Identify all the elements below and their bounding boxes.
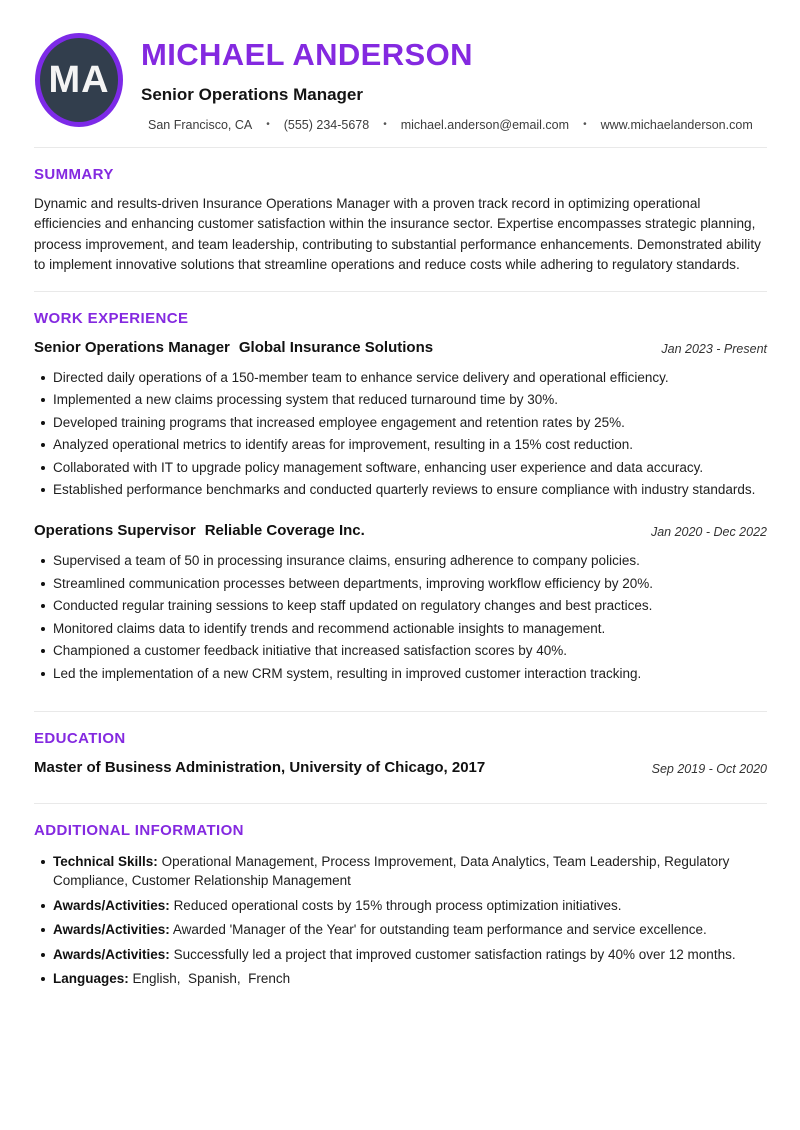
additional-item-label: Technical Skills: [53,853,158,869]
section-work-experience [0,310,800,684]
additional-item [41,969,767,989]
additional-item-label: Awards/Activities: [53,897,170,913]
section-additional-information [0,822,800,989]
additional-item-text: Operational Management, Process Improvement, Data Analytics, Team Leadership, Regulatory Compliance, Customer Relationship Management [53,853,734,889]
job-bullet: Supervised a team of 50 in processing insurance claims, ensuring adherence to company policies. [41,551,767,571]
avatar-initials: MA [48,58,110,101]
job-bullet: Developed training programs that increased employee engagement and retention rates by 25%. [41,413,767,433]
job-title-line [34,522,365,540]
job-bullet: Conducted regular training sessions to keep staff updated on regulatory changes and best practices. [41,596,767,616]
job-company: Reliable Coverage Inc. [204,522,365,540]
divider-work [34,711,767,712]
contact-separator: • [583,119,587,131]
avatar [35,33,123,127]
job-bullet: Streamlined communication processes between departments, improving workflow efficiency by 20%. [41,574,767,594]
job-bullet-list [34,368,767,501]
job-bullet-list [34,551,767,684]
job-entry [34,339,767,501]
job-bullet: Established performance benchmarks and conducted quarterly reviews to ensure compliance with industry standards. [41,480,767,500]
job-dates: Jan 2023 - Present [661,341,767,356]
additional-item [41,920,767,940]
contact-email: michael.anderson@email.com [400,117,570,132]
job-company: Global Insurance Solutions [238,338,434,356]
additional-item-text: Reduced operational costs by 15% through process optimization initiatives. [173,897,622,913]
additional-item-text: Awarded 'Manager of the Year' for outstanding team performance and service excellence. [172,922,707,938]
resume-header [0,0,800,132]
job-title: Senior Operations Manager [34,338,230,356]
job-bullet: Monitored claims data to identify trends and recommend actionable insights to management. [41,619,767,639]
additional-item [41,852,767,891]
education-degree: Master of Business Administration, University of Chicago, 2017 [34,758,486,776]
job-title: Operations Supervisor [34,522,196,540]
job-entry [34,522,767,684]
job-bullet: Collaborated with IT to upgrade policy management software, enhancing user experience and data accuracy. [41,458,767,478]
contact-website: www.michaelanderson.com [600,117,753,132]
divider-header [34,147,767,148]
divider-education [34,803,767,804]
section-education [0,730,800,776]
job-bullet: Analyzed operational metrics to identify areas for improvement, resulting in a 15% cost reduction. [41,435,767,455]
job-header [34,339,767,357]
contact-separator: • [266,119,270,131]
job-dates: Jan 2020 - Dec 2022 [650,525,767,540]
contact-location: San Francisco, CA [148,117,253,132]
education-heading: EDUCATION [34,729,126,747]
additional-item-label: Awards/Activities: [53,946,170,962]
additional-item-label: Languages: [53,971,129,987]
summary-text: Dynamic and results-driven Insurance Operations Manager with a proven track record in optimizing operational efficiencies and enhancing customer satisfaction within the insurance sector. Expertise encompasses strategic planning, process improvement, and team leadership, contributing to substantial performance enhancements. Demonstrated ability to implement innovative solutions that streamline operations and reduce costs while adhering to regulatory standards. [34,195,761,273]
work-experience-heading: WORK EXPERIENCE [34,309,189,327]
contact-row [148,118,753,132]
job-bullet: Championed a customer feedback initiative that increased satisfaction scores by 40%. [41,641,767,661]
job-title-line [34,339,433,357]
summary-heading: SUMMARY [34,165,114,183]
job-bullet: Led the implementation of a new CRM system, resulting in improved customer interaction tracking. [41,664,767,684]
additional-item-label: Awards/Activities: [53,922,170,938]
education-dates: Sep 2019 - Oct 2020 [651,761,767,776]
contact-phone: (555) 234-5678 [283,117,370,132]
divider-summary [34,291,767,292]
candidate-name: MICHAEL ANDERSON [141,37,473,72]
additional-item [41,945,767,965]
additional-information-list [34,852,767,989]
job-header [34,522,767,540]
additional-information-heading: ADDITIONAL INFORMATION [34,821,244,839]
additional-item [41,896,767,916]
job-bullet: Implemented a new claims processing system that reduced turnaround time by 30%. [41,390,767,410]
additional-item-text: English, Spanish, French [132,971,291,987]
candidate-title: Senior Operations Manager [141,84,363,104]
header-info [141,33,753,132]
additional-item-text: Successfully led a project that improved customer satisfaction ratings by 40% over 12 months. [173,946,736,962]
education-entry [34,759,767,776]
contact-separator: • [383,119,387,131]
job-bullet: Directed daily operations of a 150-member team to enhance service delivery and operational efficiency. [41,368,767,388]
section-summary [0,166,800,276]
